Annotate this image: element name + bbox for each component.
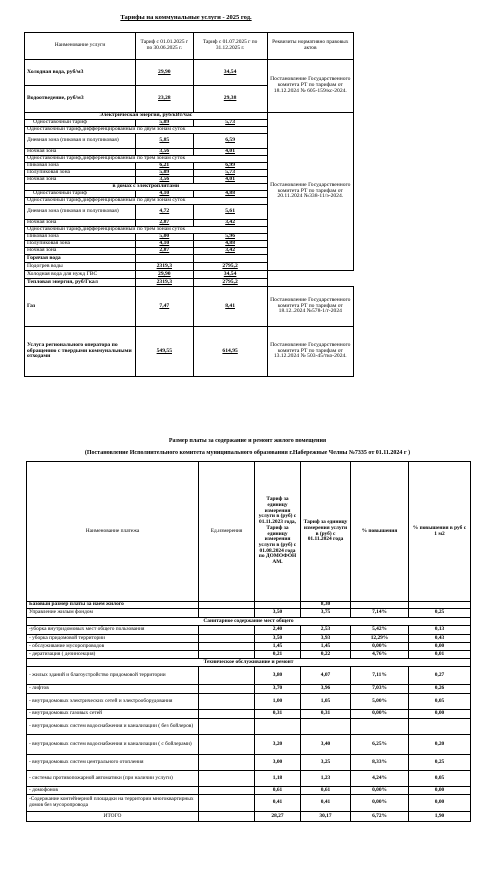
cold-water-label: Холодная вода, руб/м3 <box>25 60 136 86</box>
half-peak-zone-label: Полупиковая зона <box>25 170 136 177</box>
new-tariff: 3,25 <box>301 755 351 771</box>
increase-rub: 0,00 <box>409 710 471 719</box>
increase-pct: 0,00% <box>351 710 409 719</box>
increase-pct: 5,00% <box>351 694 409 710</box>
payment-name: - внутридомовых систем водоснабжения и канализации ( без бойлеров) <box>27 719 199 735</box>
increase-pct: 5,42% <box>351 626 409 635</box>
payment-name: -уборка внутридомовых мест общего пользования <box>27 626 199 635</box>
increase-rub <box>409 602 471 609</box>
increase-pct <box>351 602 409 609</box>
increase-rub: 0,05 <box>409 771 471 787</box>
old-tariff: 0,41 <box>255 795 301 812</box>
increase-rub: 0,13 <box>409 626 471 635</box>
tariffs-title: Тарифы на коммунальные услуги - 2025 год. <box>120 14 252 21</box>
header-payment: Наименование платежа <box>27 462 199 602</box>
header-rub: % повышения в руб с 1 м2 <box>409 462 471 602</box>
three-zone-title: Одноставочный тариф,дифференцированный по трем зонам суток <box>25 156 268 163</box>
day-zone-v2: 6,59 <box>193 134 267 149</box>
payment-name: - дератизация ( дезинсекция) <box>27 651 199 659</box>
unit <box>199 735 255 755</box>
increase-rub: 1,90 <box>409 812 471 822</box>
table-row <box>27 685 471 694</box>
old-tariff: 1,18 <box>255 771 301 787</box>
e-peak-zone-label: Пиковая зона <box>25 234 136 241</box>
unit <box>199 651 255 659</box>
single-rate-label: Одноставочный тариф <box>25 120 136 127</box>
e-two-zone-title: Одноставочный тариф,дифференцированный по двум зонам суток <box>25 198 268 205</box>
payment-name: - лифтов <box>27 685 199 694</box>
payment-name: ИТОГО <box>27 812 199 822</box>
increase-rub: 0,00 <box>409 787 471 795</box>
unit <box>199 667 255 685</box>
night-zone3-label: Ночная зона <box>25 177 136 184</box>
old-tariff: 1,45 <box>255 643 301 651</box>
e-peak-zone-v2: 5,96 <box>193 234 267 241</box>
increase-rub: 0,00 <box>409 795 471 812</box>
old-tariff: 0,31 <box>255 710 301 719</box>
heat-energy-v1: 2319,3 <box>136 279 194 287</box>
unit <box>199 685 255 694</box>
increase-rub: 0,25 <box>409 609 471 618</box>
night-zone-v2: 4,01 <box>193 149 267 156</box>
unit <box>199 719 255 735</box>
increase-rub: 0,25 <box>409 755 471 771</box>
heating-water-v1: 2319,3 <box>136 263 194 271</box>
table-row <box>27 626 471 635</box>
payment-name: - внутридомовых систем водоснабжения и канализации ( с бойлерами) <box>27 735 199 755</box>
new-tariff: 4,07 <box>301 667 351 685</box>
drainage-v2: 29,38 <box>193 86 267 113</box>
payment-name: - домофонов <box>27 787 199 795</box>
e-single-rate-v2: 4,88 <box>193 191 267 198</box>
electric-act: Постановление Государственного комитета РТ по тарифам от 20.11.2024 №338-11/э-2024. <box>267 113 353 271</box>
payment-name: - системы противопожарной автоматики (при наличии услуги) <box>27 771 199 787</box>
increase-pct: 7,14% <box>351 609 409 618</box>
waste-act: Постановление Государственного комитета РТ по тарифам от 13.12.2024 № 503-45/тко-2024. <box>267 327 353 377</box>
new-tariff: 1,05 <box>301 694 351 710</box>
old-tariff: 3,50 <box>255 609 301 618</box>
table-row <box>27 771 471 787</box>
single-rate-v1: 5,09 <box>136 120 194 127</box>
gas-v1: 7,47 <box>136 287 194 327</box>
header-old-tariff: Тариф за единицу измерения услуги в (руб) с 01.11.2023 года, Тариф за единицу измерения услуги в (руб) с 01.08.2024 года по ДОМОФОН АМ. <box>255 462 301 602</box>
e-night-zone3-v2: 3,42 <box>193 248 267 255</box>
unit <box>199 755 255 771</box>
unit <box>199 602 255 609</box>
table-row <box>27 618 471 626</box>
old-tariff: 0,21 <box>255 651 301 659</box>
e-night-zone3-label: Ночная зона <box>25 248 136 255</box>
header-tariff-h1: Тариф с 01.01.2025 г по 30.06.2025 г. <box>136 33 194 60</box>
unit <box>199 771 255 787</box>
e-half-peak-zone-v1: 4,10 <box>136 241 194 248</box>
old-tariff <box>255 719 301 735</box>
table-row <box>27 787 471 795</box>
half-peak-zone-v2: 5,73 <box>193 170 267 177</box>
heat-energy-label: Тепловая энергия, руб/Гкал <box>25 279 136 287</box>
table-row <box>27 643 471 651</box>
drainage-v1: 23,28 <box>136 86 194 113</box>
water-act: Постановление Государственного комитета РТ по тарифам от 18.12.2024 № 605-159/кс-2024. <box>267 60 353 113</box>
increase-pct: 7,03% <box>351 685 409 694</box>
e-night-zone3-v1: 2,87 <box>136 248 194 255</box>
unit <box>199 710 255 719</box>
increase-pct: 4,76% <box>351 651 409 659</box>
cold-for-hot-v2: 34,54 <box>193 271 267 279</box>
section-title: Техническое обслуживание и ремонт <box>27 659 471 667</box>
heat-energy-v2: 2795,2 <box>193 279 267 287</box>
table-row <box>27 667 471 685</box>
e-three-zone-title: Одноставочный тариф,дифференцированный по трем зонам суток <box>25 227 268 234</box>
waste-v2: 614,95 <box>193 327 267 377</box>
unit <box>199 643 255 651</box>
new-tariff <box>301 719 351 735</box>
waste-label: Услуга регионального оператора по обращению с твердыми коммунальными отходами <box>25 327 136 377</box>
increase-rub: 0,00 <box>409 643 471 651</box>
increase-pct: 6,72% <box>351 812 409 822</box>
new-tariff: 3,40 <box>301 735 351 755</box>
increase-pct: 8,33% <box>351 755 409 771</box>
table-row <box>27 710 471 719</box>
old-tariff: 0,61 <box>255 787 301 795</box>
payment-name: Управление жилым фондом <box>27 609 199 618</box>
day-zone-v1: 5,85 <box>136 134 194 149</box>
increase-pct: 4,24% <box>351 771 409 787</box>
old-tariff: 1,00 <box>255 694 301 710</box>
table-row <box>27 795 471 812</box>
e-day-zone-label: Дневная зона (пиковая и полупиковая) <box>25 205 136 220</box>
unit <box>199 812 255 822</box>
night-zone3-v2: 4,01 <box>193 177 267 184</box>
unit <box>199 626 255 635</box>
header-tariff-h2: Тариф с 01.07.2025 г по 31.12.2025 г. <box>193 33 267 60</box>
increase-rub: 0,05 <box>409 694 471 710</box>
gas-v2: 8,41 <box>193 287 267 327</box>
utility-tariffs-table <box>24 32 354 377</box>
table-row <box>27 651 471 659</box>
cold-water-v2: 34,54 <box>193 60 267 86</box>
night-zone3-v1: 3,56 <box>136 177 194 184</box>
unit <box>199 694 255 710</box>
increase-rub: 0,43 <box>409 635 471 643</box>
new-tariff: 0,31 <box>301 710 351 719</box>
header-service: Наименование услуги <box>25 33 136 60</box>
old-tariff: 3,70 <box>255 685 301 694</box>
e-day-zone-v1: 4,72 <box>136 205 194 220</box>
single-rate-v2: 5,73 <box>193 120 267 127</box>
section-title: Санитарное содержание мест общего <box>27 618 471 626</box>
stoves-title: в домах с электроплитами <box>25 184 268 191</box>
payment-name: - уборка придомовой территории <box>27 635 199 643</box>
peak-zone-v2: 6,99 <box>193 163 267 170</box>
section2-title: Размер платы за содержание и ремонт жилого помещения <box>168 438 327 444</box>
unit <box>199 795 255 812</box>
waste-v1: 549,55 <box>136 327 194 377</box>
increase-pct: 7,11% <box>351 667 409 685</box>
cold-for-hot-v1: 29,90 <box>136 271 194 279</box>
old-tariff <box>255 602 301 609</box>
old-tariff: 3,00 <box>255 755 301 771</box>
payment-name: - внутридомовых электрических сетей и электрооборудования <box>27 694 199 710</box>
new-tariff: 0,22 <box>301 651 351 659</box>
e-half-peak-zone-v2: 4,88 <box>193 241 267 248</box>
table-row <box>27 719 471 735</box>
cold-water-v1: 29,90 <box>136 60 194 86</box>
e-single-rate-label: Одноставочный тариф <box>25 191 136 198</box>
e-night-zone-v1: 2,87 <box>136 220 194 227</box>
new-tariff: 3,93 <box>301 635 351 643</box>
half-peak-zone-v1: 5,09 <box>136 170 194 177</box>
payment-name: - внутридомовых газовых сетей <box>27 710 199 719</box>
night-zone-label: Ночная зона <box>25 149 136 156</box>
unit <box>199 635 255 643</box>
e-night-zone-v2: 3,42 <box>193 220 267 227</box>
increase-rub: 0,01 <box>409 651 471 659</box>
increase-pct: 0,00% <box>351 787 409 795</box>
new-tariff: 0,41 <box>301 795 351 812</box>
heating-water-label: Подогрев воды <box>25 263 136 271</box>
table-row <box>27 659 471 667</box>
e-night-zone-label: Ночная зона <box>25 220 136 227</box>
increase-pct: 0,00% <box>351 643 409 651</box>
peak-zone-v1: 6,21 <box>136 163 194 170</box>
increase-pct: 6,25% <box>351 735 409 755</box>
increase-pct: 12,29% <box>351 635 409 643</box>
table-row <box>27 609 471 618</box>
gas-label: Газ <box>25 287 136 327</box>
new-tariff: 2,53 <box>301 626 351 635</box>
payment-name: Базовый размер платы за наем жилого <box>27 602 199 609</box>
increase-rub: 0,27 <box>409 667 471 685</box>
new-tariff: 8,30 <box>301 602 351 609</box>
new-tariff: 0,61 <box>301 787 351 795</box>
new-tariff: 1,45 <box>301 643 351 651</box>
new-tariff: 1,23 <box>301 771 351 787</box>
increase-rub <box>409 719 471 735</box>
night-zone-v1: 3,56 <box>136 149 194 156</box>
heating-water-v2: 2795,2 <box>193 263 267 271</box>
increase-rub: 0,26 <box>409 685 471 694</box>
payment-name: - жилых зданий и благоустройство придомовой территории <box>27 667 199 685</box>
payment-name: - обслуживание мусоропроводов <box>27 643 199 651</box>
new-tariff: 30,17 <box>301 812 351 822</box>
table-row <box>27 602 471 609</box>
header-new-tariff: Тариф за единицу измерения услуги в (руб) с 01.11.2024 года <box>301 462 351 602</box>
drainage-label: Водоотведение, руб/м3 <box>25 86 136 113</box>
hot-water-title: Горячая вода <box>25 255 136 263</box>
cold-for-hot-label: Холодная вода для нужд ГВС <box>25 271 136 279</box>
header-acts: Реквизиты нормативно правовых актов <box>267 33 353 60</box>
new-tariff: 3,75 <box>301 609 351 618</box>
table-row <box>27 694 471 710</box>
table-row <box>27 635 471 643</box>
old-tariff: 2,40 <box>255 626 301 635</box>
increase-pct <box>351 719 409 735</box>
new-tariff: 3,96 <box>301 685 351 694</box>
electric-title: Электрическая энергия, руб/кВт/час <box>25 113 268 120</box>
unit <box>199 787 255 795</box>
maintenance-fees-table <box>26 461 471 822</box>
e-half-peak-zone-label: Полупиковая зона <box>25 241 136 248</box>
unit <box>199 609 255 618</box>
old-tariff: 3,80 <box>255 667 301 685</box>
e-single-rate-v1: 4,10 <box>136 191 194 198</box>
old-tariff: 3,20 <box>255 735 301 755</box>
peak-zone-label: Пиковая зона <box>25 163 136 170</box>
e-day-zone-v2: 5,61 <box>193 205 267 220</box>
payment-name: -Содержание контейнерной площадки на территории многоквартирных домов без мусоропровода <box>27 795 199 812</box>
table-row <box>27 755 471 771</box>
two-zone-title: Одноставочный тариф,дифференцированный по двум зонам суток <box>25 127 268 134</box>
header-pct: % повышения <box>351 462 409 602</box>
old-tariff: 28,27 <box>255 812 301 822</box>
table-row <box>27 735 471 755</box>
header-unit: Ед.измерения <box>199 462 255 602</box>
increase-rub: 0,20 <box>409 735 471 755</box>
payment-name: - внутридомовых систем центрального отопления <box>27 755 199 771</box>
old-tariff: 3,50 <box>255 635 301 643</box>
section2-subtitle: (Постановление Исполнительного комитета муниципального образования г.Набережные Челны №7335 от 01.11.2024 г ) <box>84 450 411 456</box>
table-row <box>27 812 471 822</box>
gas-act: Постановление Государственного комитета РТ по тарифам от 18.12..2024 №578-1/г-2024 <box>267 287 353 327</box>
increase-pct: 0,00% <box>351 795 409 812</box>
e-peak-zone-v1: 5,00 <box>136 234 194 241</box>
day-zone-label: Дневная зона (пиковая и полупиковая) <box>25 134 136 149</box>
